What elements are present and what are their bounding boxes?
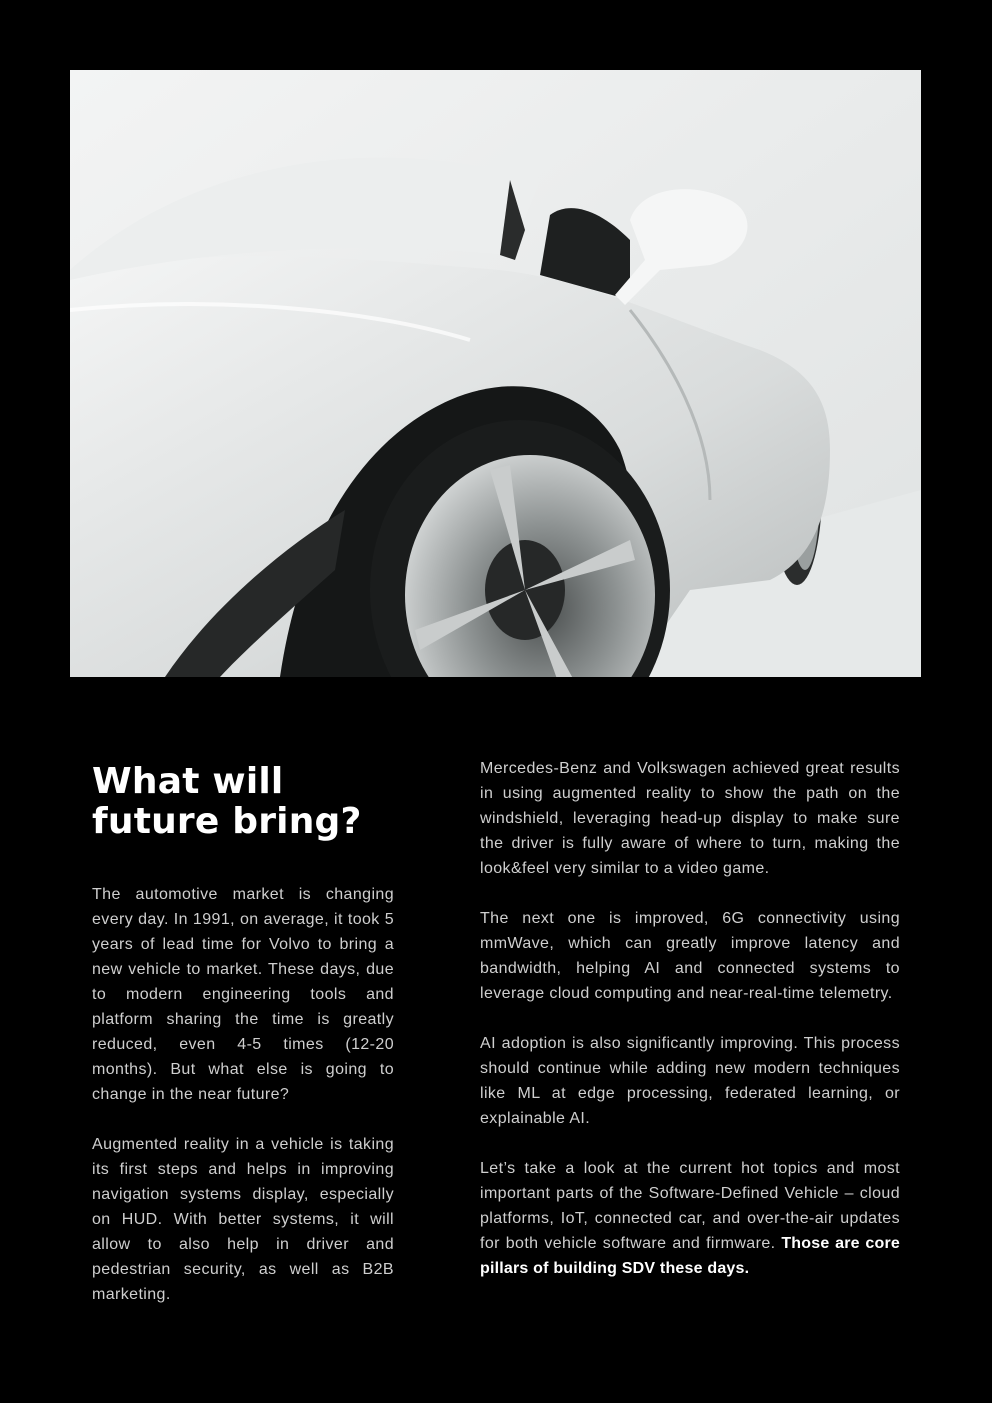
car-illustration xyxy=(70,70,921,677)
page-title xyxy=(92,762,394,842)
right-paragraph-1: Mercedes-Benz and Volkswagen achieved great results in using augmented reality to show the path on the windshield, leveraging head-up display to make sure the driver is fully aware of where to turn, making the look&feel very similar to a video game. xyxy=(480,760,900,877)
right-paragraph-4-text: Let’s take a look at the current hot topics and most important parts of the Software-Defined Vehicle – cloud platforms, IoT, connected car, and over-the-air updates for both vehicle software and firmware. xyxy=(480,1160,900,1252)
title-line-2: future bring? xyxy=(92,801,362,842)
title-line-1: What will xyxy=(92,761,284,802)
hero-car-photo xyxy=(70,70,921,677)
left-paragraph-2: Augmented reality in a vehicle is taking its first steps and helps in improving navigation systems display, especially on HUD. With better systems, it will allow to also help in driver and pedestrian security, as well as B2B marketing. xyxy=(92,1136,394,1303)
left-paragraph-1: The automotive market is changing every day. In 1991, on average, it took 5 years of lead time for Volvo to bring a new vehicle to market. These days, due to modern engineering tools and platform sharing the time is greatly reduced, even 4-5 times (12-20 months). But what else is going to change in the near future? xyxy=(92,886,394,1103)
right-paragraph-2: The next one is improved, 6G connectivity using mmWave, which can greatly improve latency and bandwidth, helping AI and connected systems to leverage cloud computing and near-real-time telemetry. xyxy=(480,910,900,1002)
right-paragraph-4 xyxy=(480,1156,900,1281)
right-paragraph-3: AI adoption is also significantly improving. This process should continue while adding new modern techniques like ML at edge processing, federated learning, or explainable AI. xyxy=(480,1035,900,1127)
right-paragraph-4-emphasis: Those are core pillars of building SDV these days. xyxy=(480,1235,900,1277)
right-column xyxy=(480,756,900,1281)
left-column xyxy=(92,762,394,1307)
